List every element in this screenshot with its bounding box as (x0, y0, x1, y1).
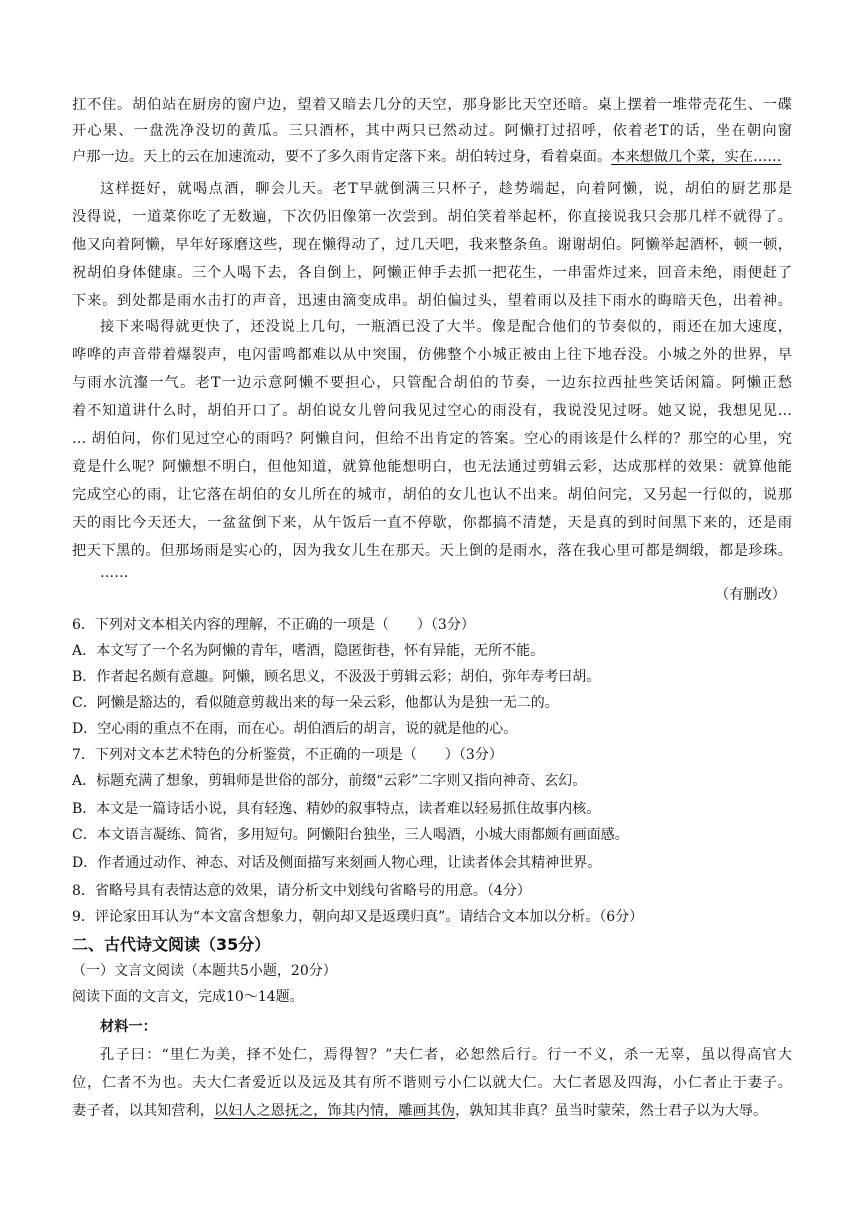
passage-line: 完成空心的雨，让它落在胡伯的女儿所在的城市，胡伯的女儿也认不出来。胡伯问完，又另起一行似的，说那 (72, 487, 792, 503)
option-6a: A．本文写了一个名为阿懒的青年，嗜酒，隐匿街巷，怀有异能，无所不能。 (72, 643, 545, 659)
passage-line: 竟是什么呢？阿懒想不明白，但他知道，就算他能想明白，也无法通过剪辑云彩，达成那样的效果：就算他能 (72, 459, 792, 475)
option-7b: B．本文是一篇诗话小说，具有轻逸、精妙的叙事特点，读者难以轻易抓住故事内核。 (72, 801, 601, 817)
passage-line: 天的雨比今天还大，一盆盆倒下来，从午饭后一直不停歇，你都搞不清楚，天是真的到时间黑下来的，还是雨 (72, 515, 792, 531)
passage-line (72, 144, 792, 170)
option-7a: A．标题充满了想象，剪辑师是世俗的部分，前缀“云彩”二字则又指向神奇、玄幻。 (72, 773, 587, 789)
subsection-heading: （一）文言文阅读（本题共5小题，20分） (72, 963, 337, 979)
section-heading: 二、古代诗文阅读（35分） (72, 935, 271, 954)
question-7: 7．下列对文本艺术特色的分析鉴赏，不正确的一项是（ ）（3分） (72, 747, 503, 763)
passage-line: … 胡伯问，你们见过空心的雨吗？阿懒自问，但给不出肯定的答案。空心的雨该是什么样的？那空的心里，究 (72, 431, 792, 447)
passage-line: 把天下黑的。但那场雨是实心的，因为我女儿生在那天。天上倒的是雨水，落在我心里可都是绸缎，都是珍珠。 (72, 543, 792, 559)
underlined-sentence: 以妇人之恩抚之，饰其内情，雕画其伪 (213, 1103, 456, 1119)
classical-text: ，孰知其非真？虽当时蒙荣，然士君子以为大辱。 (455, 1103, 768, 1119)
passage-line: 扛不住。胡伯站在厨房的窗户边，望着又暗去几分的天空，那身影比天空还暗。桌上摆着一堆带壳花生、一碟 (72, 97, 792, 113)
passage-line: 着不知道讲什么时，胡伯开口了。胡伯说女儿曾问我见过空心的雨没有，我说没见过呀。她又说，我想见见… (72, 403, 792, 419)
question-9: 9．评论家田耳认为“本文富含想象力，朝向却又是返璞归真”。请结合文本加以分析。（6分） (72, 909, 644, 925)
passage-line: 与雨水沆瀣一气。老T一边示意阿懒不要担心，只管配合胡伯的节奏，一边东拉西扯些笑话闲篇。阿懒正愁 (72, 375, 792, 391)
classical-text-line: 位，仁者不为也。夫大仁者爱近以及远及其有所不谐则亏小仁以就大仁。大仁者恩及四海，小仁者止于妻子。 (72, 1075, 792, 1091)
instruction: 阅读下面的文言文，完成10～14题。 (72, 989, 304, 1005)
passage-line: 没得说，一道菜你吃了无数遍，下次仍旧像第一次尝到。胡伯笑着举起杯，你直接说我只会那几样不就得了。 (72, 209, 792, 225)
option-6c: C．阿懒是豁达的，看似随意剪裁出来的每一朵云彩，他都认为是独一无二的。 (72, 695, 559, 711)
option-6d: D．空心雨的重点不在雨，而在心。胡伯酒后的胡言，说的就是他的心。 (72, 721, 518, 737)
question-8: 8．省略号具有表情达意的效果，请分析文中划线句省略号的用意。（4分） (72, 883, 531, 899)
option-7d: D．作者通过动作、神态、对话及侧面描写来刻画人物心理，让读者体会其精神世界。 (72, 855, 602, 871)
classical-text: 妻子者，以其知营利， (72, 1103, 214, 1119)
passage-text: 户那一边。天上的云在加速流动，要不了多久雨肯定落下来。胡伯转过身，看着桌面。 (72, 149, 612, 165)
passage-line: 他又向着阿懒，早年好琢磨这些，现在懒得动了，过几天吧，我来整条鱼。谢谢胡伯。阿懒举起酒杯，顿一顿， (72, 237, 792, 253)
passage-line: 下来。到处都是雨水击打的声音，迅速由滴变成串。胡伯偏过头，望着雨以及挂下雨水的晦暗天色，出着神。 (72, 293, 792, 309)
question-6: 6．下列对文本相关内容的理解，不正确的一项是（ ）（3分） (72, 617, 475, 633)
material-label: 材料一： (100, 1019, 157, 1035)
option-7c: C．本文语言凝练、简省，多用短句。阿懒阳台独坐，三人喝酒，小城大雨都颇有画面感。 (72, 827, 629, 843)
passage-line: 哗哗的声音带着爆裂声，电闪雷鸣都难以从中突围，仿佛整个小城正被由上往下地吞没。小城之外的世界，早 (72, 347, 792, 363)
classical-text-line (72, 1098, 792, 1124)
classical-text-line: 孔子曰：“里仁为美，择不处仁，焉得智？”夫仁者，必恕然后行。行一不义，杀一无辜，虽以得高官大 (100, 1047, 792, 1063)
passage-line: 接下来喝得就更快了，还没说上几句，一瓶酒已没了大半。像是配合他们的节奏似的，雨还在加大速度， (100, 319, 792, 335)
passage-ellipsis: …… (100, 565, 129, 581)
underlined-sentence: 本来想做几个菜，实在…… (611, 149, 782, 165)
source-note: （有删改） (715, 587, 786, 603)
passage-line: 开心果、一盘洗净没切的黄瓜。三只酒杯，其中两只已然动过。阿懒打过招呼，依着老T的话，坐在朝向窗 (72, 123, 792, 139)
passage-line: 这样挺好，就喝点酒，聊会儿天。老T早就倒满三只杯子，趁势端起，向着阿懒，说，胡伯的厨艺那是 (100, 181, 792, 197)
passage-line: 祝胡伯身体健康。三个人喝下去，各自倒上，阿懒正伸手去抓一把花生，一串雷炸过来，回音未绝，雨便赶了 (72, 265, 792, 281)
option-6b: B．作者起名颇有意趣。阿懒，顾名思义，不汲汲于剪辑云彩；胡伯，弥年寿考曰胡。 (72, 669, 601, 685)
